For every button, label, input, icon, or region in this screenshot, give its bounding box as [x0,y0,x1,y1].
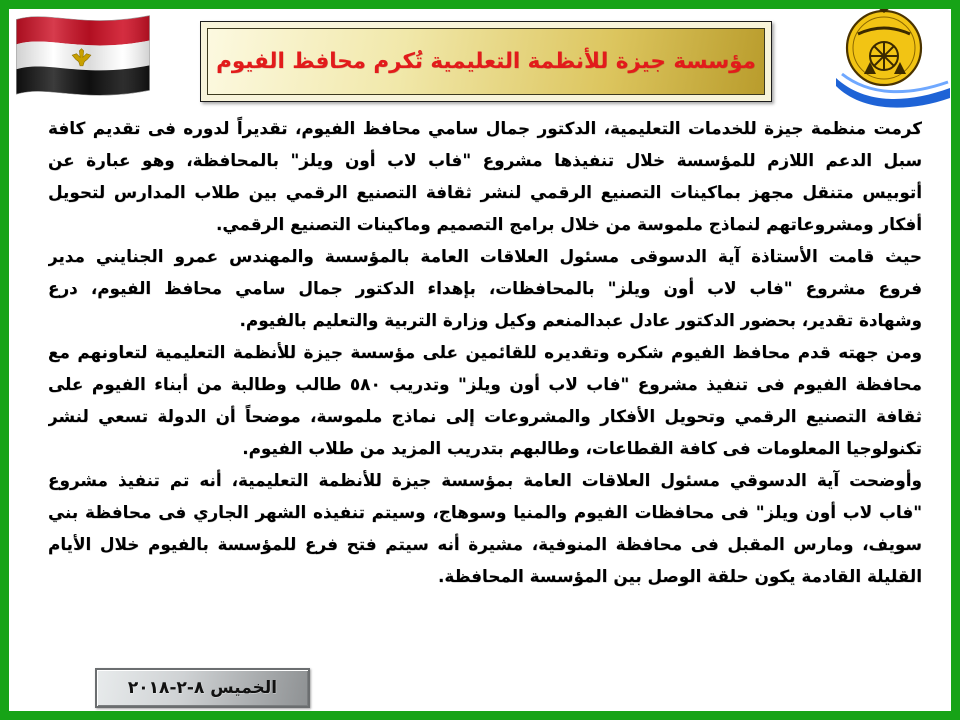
body-line-text: "فاب لاب أون ويلز" فى محافظات الفيوم والمنيا وسوهاج، وسيتم تنفيذه الشهر الجاري فى محافظة بني [48,502,922,522]
body-line [48,496,922,528]
body-line-text: وشهادة تقدير، بحضور الدكتور عادل عبدالمنعم وكيل وزارة التربية والتعليم بالفيوم. [239,310,922,330]
body-line [48,240,922,272]
body-line-text: تكنولوجيا المعلومات فى كافة القطاعات، وطالبهم بتدريب المزيد من طلاب الفيوم. [242,438,922,458]
fayoum-governorate-logo-icon [834,4,952,108]
body-line [48,432,922,464]
body-paragraph [48,336,922,464]
body-line-text: حيث قامت الأستاذة آية الدسوقى مسئول العلاقات العامة بالمؤسسة والمهندس عمرو الجنايني مدير [48,246,922,266]
body-line-text: سويف، ومارس المقبل فى محافظة المنوفية، مشيرة أنه سيتم فتح فرع للمؤسسة بالفيوم خلال الأيام [48,534,922,554]
body-line [48,560,922,592]
body-line [48,144,922,176]
date-text: الخميس ٨-٢-٢٠١٨ [127,678,278,698]
body-line [48,304,922,336]
body-line-text: كرمت منظمة جيزة للخدمات التعليمية، الدكتور جمال سامي محافظ الفيوم، تقديراً لدوره فى تقديم كافة [48,118,922,138]
date-badge [95,668,310,708]
body-line [48,208,922,240]
body-paragraph [48,464,922,592]
body-line-text: القليلة القادمة يكون حلقة الوصل بين المؤسسة المحافظة. [437,566,922,586]
body-line [48,176,922,208]
body-paragraph [48,112,922,240]
body-line-text: ثقافة التصنيع الرقمي وتحويل الأفكار والمشروعات إلى نماذج ملموسة، موضحاً أن الدولة تسعي لنشر [48,406,922,426]
body-line [48,272,922,304]
title-banner [200,21,772,102]
body-line-text: سبل الدعم اللازم للمؤسسة خلال تنفيذها مشروع "فاب لاب أون ويلز" بالمحافظة، وهو عبارة عن [48,150,922,170]
body-line [48,336,922,368]
egypt-flag-icon [12,6,152,98]
body-line [48,400,922,432]
body-line [48,528,922,560]
body-line [48,464,922,496]
article-body [48,112,922,592]
body-line-text: وأوضحت آية الدسوقي مسئول العلاقات العامة بمؤسسة جيزة للأنظمة التعليمية، أنه تم تنفيذ مشروع [48,470,922,490]
body-line-text: أفكار ومشروعاتهم لنماذج ملموسة من خلال برامج التصميم وماكينات التصنيع الرقمي. [215,214,922,234]
body-line-text: ومن جهته قدم محافظ الفيوم شكره وتقديره للقائمين على مؤسسة جيزة للأنظمة التعليمية لتعاونهم مع [48,342,922,362]
body-line-text: محافظة الفيوم فى تنفيذ مشروع "فاب لاب أون ويلز" وتدريب ٥٨٠ طالب وطالبة من أبناء الفيوم على [48,374,922,394]
title-banner-inner [207,28,765,95]
water-wheel-icon [870,42,898,70]
body-line [48,368,922,400]
body-line [48,112,922,144]
body-line-text: أتوبيس متنقل مجهز بماكينات التصنيع الرقمي لنشر ثقافة التصنيع الرقمي بين طلاب المدارس لتحويل [48,182,922,202]
page-title: مؤسسة جيزة للأنظمة التعليمية تُكرم محافظ الفيوم [216,49,756,74]
body-line-text: فروع مشروع "فاب لاب أون ويلز" بالمحافظات، بإهداء الدكتور جمال سامي محافظ الفيوم، درع [48,278,922,298]
body-paragraph [48,240,922,336]
